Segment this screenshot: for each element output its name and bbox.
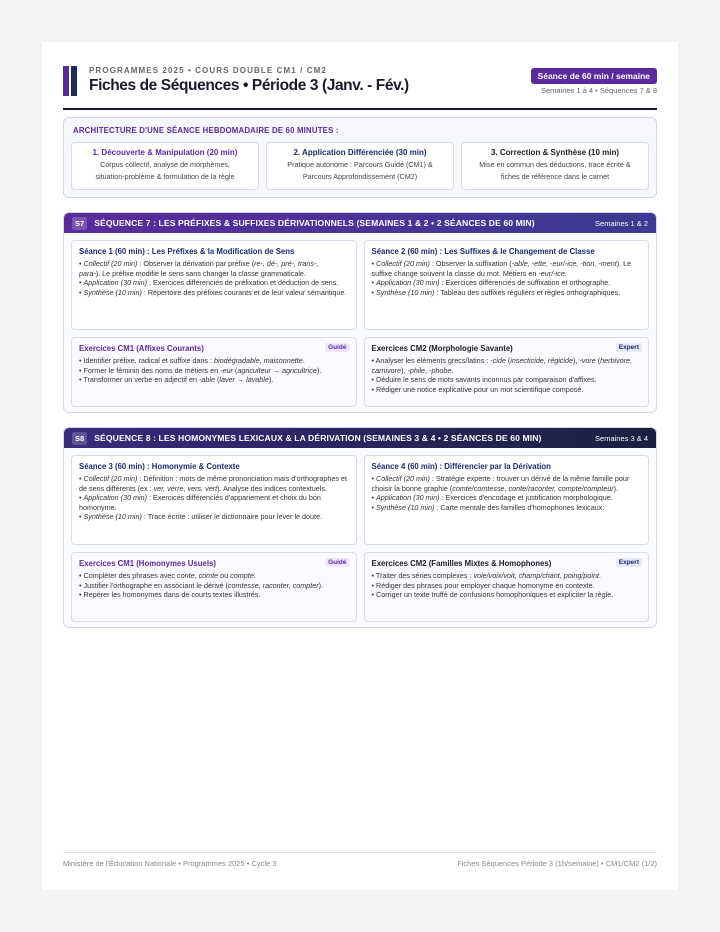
document-page <box>42 42 678 890</box>
level-badge: Guidé <box>325 558 349 567</box>
header-rule <box>63 108 657 110</box>
exercise-item: • Identifier préfixe, radical et suffixe dans : biodégradable, maisonnette. <box>79 356 305 365</box>
session-1-card <box>71 240 357 330</box>
session-length-badge: Séance de 60 min / semaine <box>531 68 657 84</box>
exercise-item: • Justifier l'orthographe en associant le dérivé (comtesse, raconter, compter). <box>79 580 323 590</box>
exercises-heading: Exercices CM1 (Affixes Courants) <box>79 344 204 353</box>
sequence-weeks: Semaines 3 & 4 <box>595 433 648 443</box>
phase-application <box>266 142 454 190</box>
phase-heading: 1. Découverte & Manipulation (20 min) <box>92 148 238 157</box>
session-line-application: • Application (30 min) : Exercices d'encodage et justification morphologique. <box>371 493 613 503</box>
session-line-synthese: • Synthèse (10 min) : Répertoire des préfixes courants et de leur valeur sémantique. <box>79 287 347 297</box>
session-line-synthese: • Synthèse (10 min) : Carte mentale des familles d'homophones lexicaux. <box>371 502 605 512</box>
header-kicker: PROGRAMMES 2025 • COURS DOUBLE CM1 / CM2 <box>89 66 327 75</box>
accent-bar-navy <box>71 66 77 96</box>
exercise-item: • Transformer un verbe en adjectif en -able (laver → lavable). <box>79 375 274 385</box>
exercises-cm2-card <box>364 552 650 622</box>
session-line-collectif: • Collectif (20 min) : Observer la dérivation par préfixe (re-, dé-, pré-, trans-, para-). Le préfixe modifie le sens sans changer la classe grammaticale. <box>79 259 319 278</box>
session-line-collectif: • Collectif (20 min) : Définition : mots de même prononciation mais d'orthographes et de sens différents (ex : ver, verre, vers, vert). Analyse des indices contextuels. <box>79 474 347 493</box>
phase-heading: 2. Application Différenciée (30 min) <box>293 148 427 157</box>
phase-synthesis <box>461 142 649 190</box>
phase-description: Mise en commun des déductions, trace écrite & fiches de référence dans le carnet <box>479 160 631 181</box>
exercise-item: • Déduire le sens de mots savants inconnus par comparaison d'affixes. <box>371 375 597 385</box>
exercise-item: • Compléter des phrases avec conte, comte ou compte. <box>79 571 256 580</box>
sequence-7-header <box>64 213 656 233</box>
phase-description: Pratique autonome : Parcours Guidé (CM1) & Parcours Approfondissement (CM2) <box>287 160 433 181</box>
sequence-tag: S7 <box>72 217 87 230</box>
session-heading: Séance 2 (60 min) : Les Suffixes & le Changement de Classe <box>371 247 595 256</box>
session-line-application: • Application (30 min) : Exercices différenciés de préfixation et déduction de sens. <box>79 278 339 288</box>
exercise-item: • Rédiger une notice explicative pour un mot scientifique composé. <box>371 384 584 394</box>
session-heading: Séance 3 (60 min) : Homonymie & Contexte <box>79 462 240 471</box>
sequence-title: SÉQUENCE 7 : LES PRÉFIXES & SUFFIXES DÉRIVATIONNELS (SEMAINES 1 & 2 • 2 SÉANCES DE 60 MIN) <box>94 218 535 228</box>
session-heading: Séance 1 (60 min) : Les Préfixes & la Modification de Sens <box>79 247 295 256</box>
exercise-item: • Analyser les éléments grecs/latins : -cide (insecticide, régicide), -vore (herbivore, carnivore), -phile, -phobe. <box>371 356 633 375</box>
sequence-weeks: Semaines 1 & 2 <box>595 218 648 228</box>
accent-bar-purple <box>63 66 69 96</box>
exercises-cm2-card <box>364 337 650 407</box>
exercise-item: • Former le féminin des noms de métiers en -eur (agriculteur → agricultrice). <box>79 365 322 375</box>
page-footer <box>63 852 657 868</box>
exercise-item: • Repérer les homonymes dans de courts textes illustrés. <box>79 590 261 600</box>
page-header <box>63 64 657 108</box>
level-badge: Expert <box>616 343 642 352</box>
level-badge: Guidé <box>325 343 349 352</box>
level-badge: Expert <box>616 558 642 567</box>
exercise-item: • Traiter des séries complexes : voie/voix/voit, champ/chant, poing/point. <box>371 571 601 580</box>
page-title: Fiches de Séquences • Période 3 (Janv. - Fév.) <box>89 77 409 94</box>
phase-description: Corpus collectif, analyse de morphèmes, situation-problème & formulation de la règle <box>95 160 235 181</box>
exercises-cm1-card <box>71 552 357 622</box>
session-line-application: • Application (30 min) : Exercices différenciés d'appariement et choix du bon homonyme. <box>79 493 321 512</box>
header-subtitle: Semaines 1 à 4 • Séquences 7 & 8 <box>540 86 657 95</box>
session-3-card <box>71 455 357 545</box>
sequence-tag: S8 <box>72 432 87 445</box>
session-4-card <box>364 455 650 545</box>
sequence-8-section <box>63 427 657 628</box>
architecture-box <box>63 117 657 198</box>
session-line-synthese: • Synthèse (10 min) : Trace écrite : utiliser le dictionnaire pour lever le doute. <box>79 512 323 522</box>
exercise-item: • Corriger un texte truffé de confusions homophoniques et expliciter la règle. <box>371 590 614 600</box>
session-line-collectif: • Collectif (20 min) : Stratégie experte : trouver un dérivé de la même famille pour choisir la bonne graphie (comte/comtesse, conte/raconter, compte/compteur). <box>371 474 630 493</box>
exercises-heading: Exercices CM1 (Homonymes Usuels) <box>79 559 216 568</box>
session-line-synthese: • Synthèse (10 min) : Tableau des suffixes réguliers et règles orthographiques. <box>371 287 621 297</box>
footer-left: Ministère de l'Éducation Nationale • Programmes 2025 • Cycle 3 <box>63 859 277 868</box>
exercise-item: • Rédiger des phrases pour employer chaque homonyme en contexte. <box>371 580 595 590</box>
sequence-8-header <box>64 428 656 448</box>
session-2-card <box>364 240 650 330</box>
sequence-7-section <box>63 212 657 413</box>
sequence-title: SÉQUENCE 8 : LES HOMONYMES LEXICAUX & LA DÉRIVATION (SEMAINES 3 & 4 • 2 SÉANCES DE 60 MIN) <box>94 433 542 443</box>
phase-discovery <box>71 142 259 190</box>
session-line-collectif: • Collectif (20 min) : Observer la suffixation (-able, -ette, -eur/-ice, -tion, -ment). Le suffixe change souvent la classe du mot. Métiers en -eur/-ice. <box>371 259 632 278</box>
phase-heading: 3. Correction & Synthèse (10 min) <box>490 148 620 157</box>
exercises-cm1-card <box>71 337 357 407</box>
footer-right: Fiches Séquences Période 3 (1h/semaine) • CM1/CM2 (1/2) <box>457 859 657 868</box>
session-line-application: • Application (30 min) : Exercices différenciés de suffixation et orthographe. <box>371 278 611 288</box>
exercises-heading: Exercices CM2 (Familles Mixtes & Homophones) <box>371 559 552 568</box>
exercises-heading: Exercices CM2 (Morphologie Savante) <box>371 344 513 353</box>
session-heading: Séance 4 (60 min) : Différencier par la Dérivation <box>371 462 551 471</box>
architecture-title: ARCHITECTURE D'UNE SÉANCE HEBDOMADAIRE DE 60 MINUTES : <box>73 126 339 135</box>
